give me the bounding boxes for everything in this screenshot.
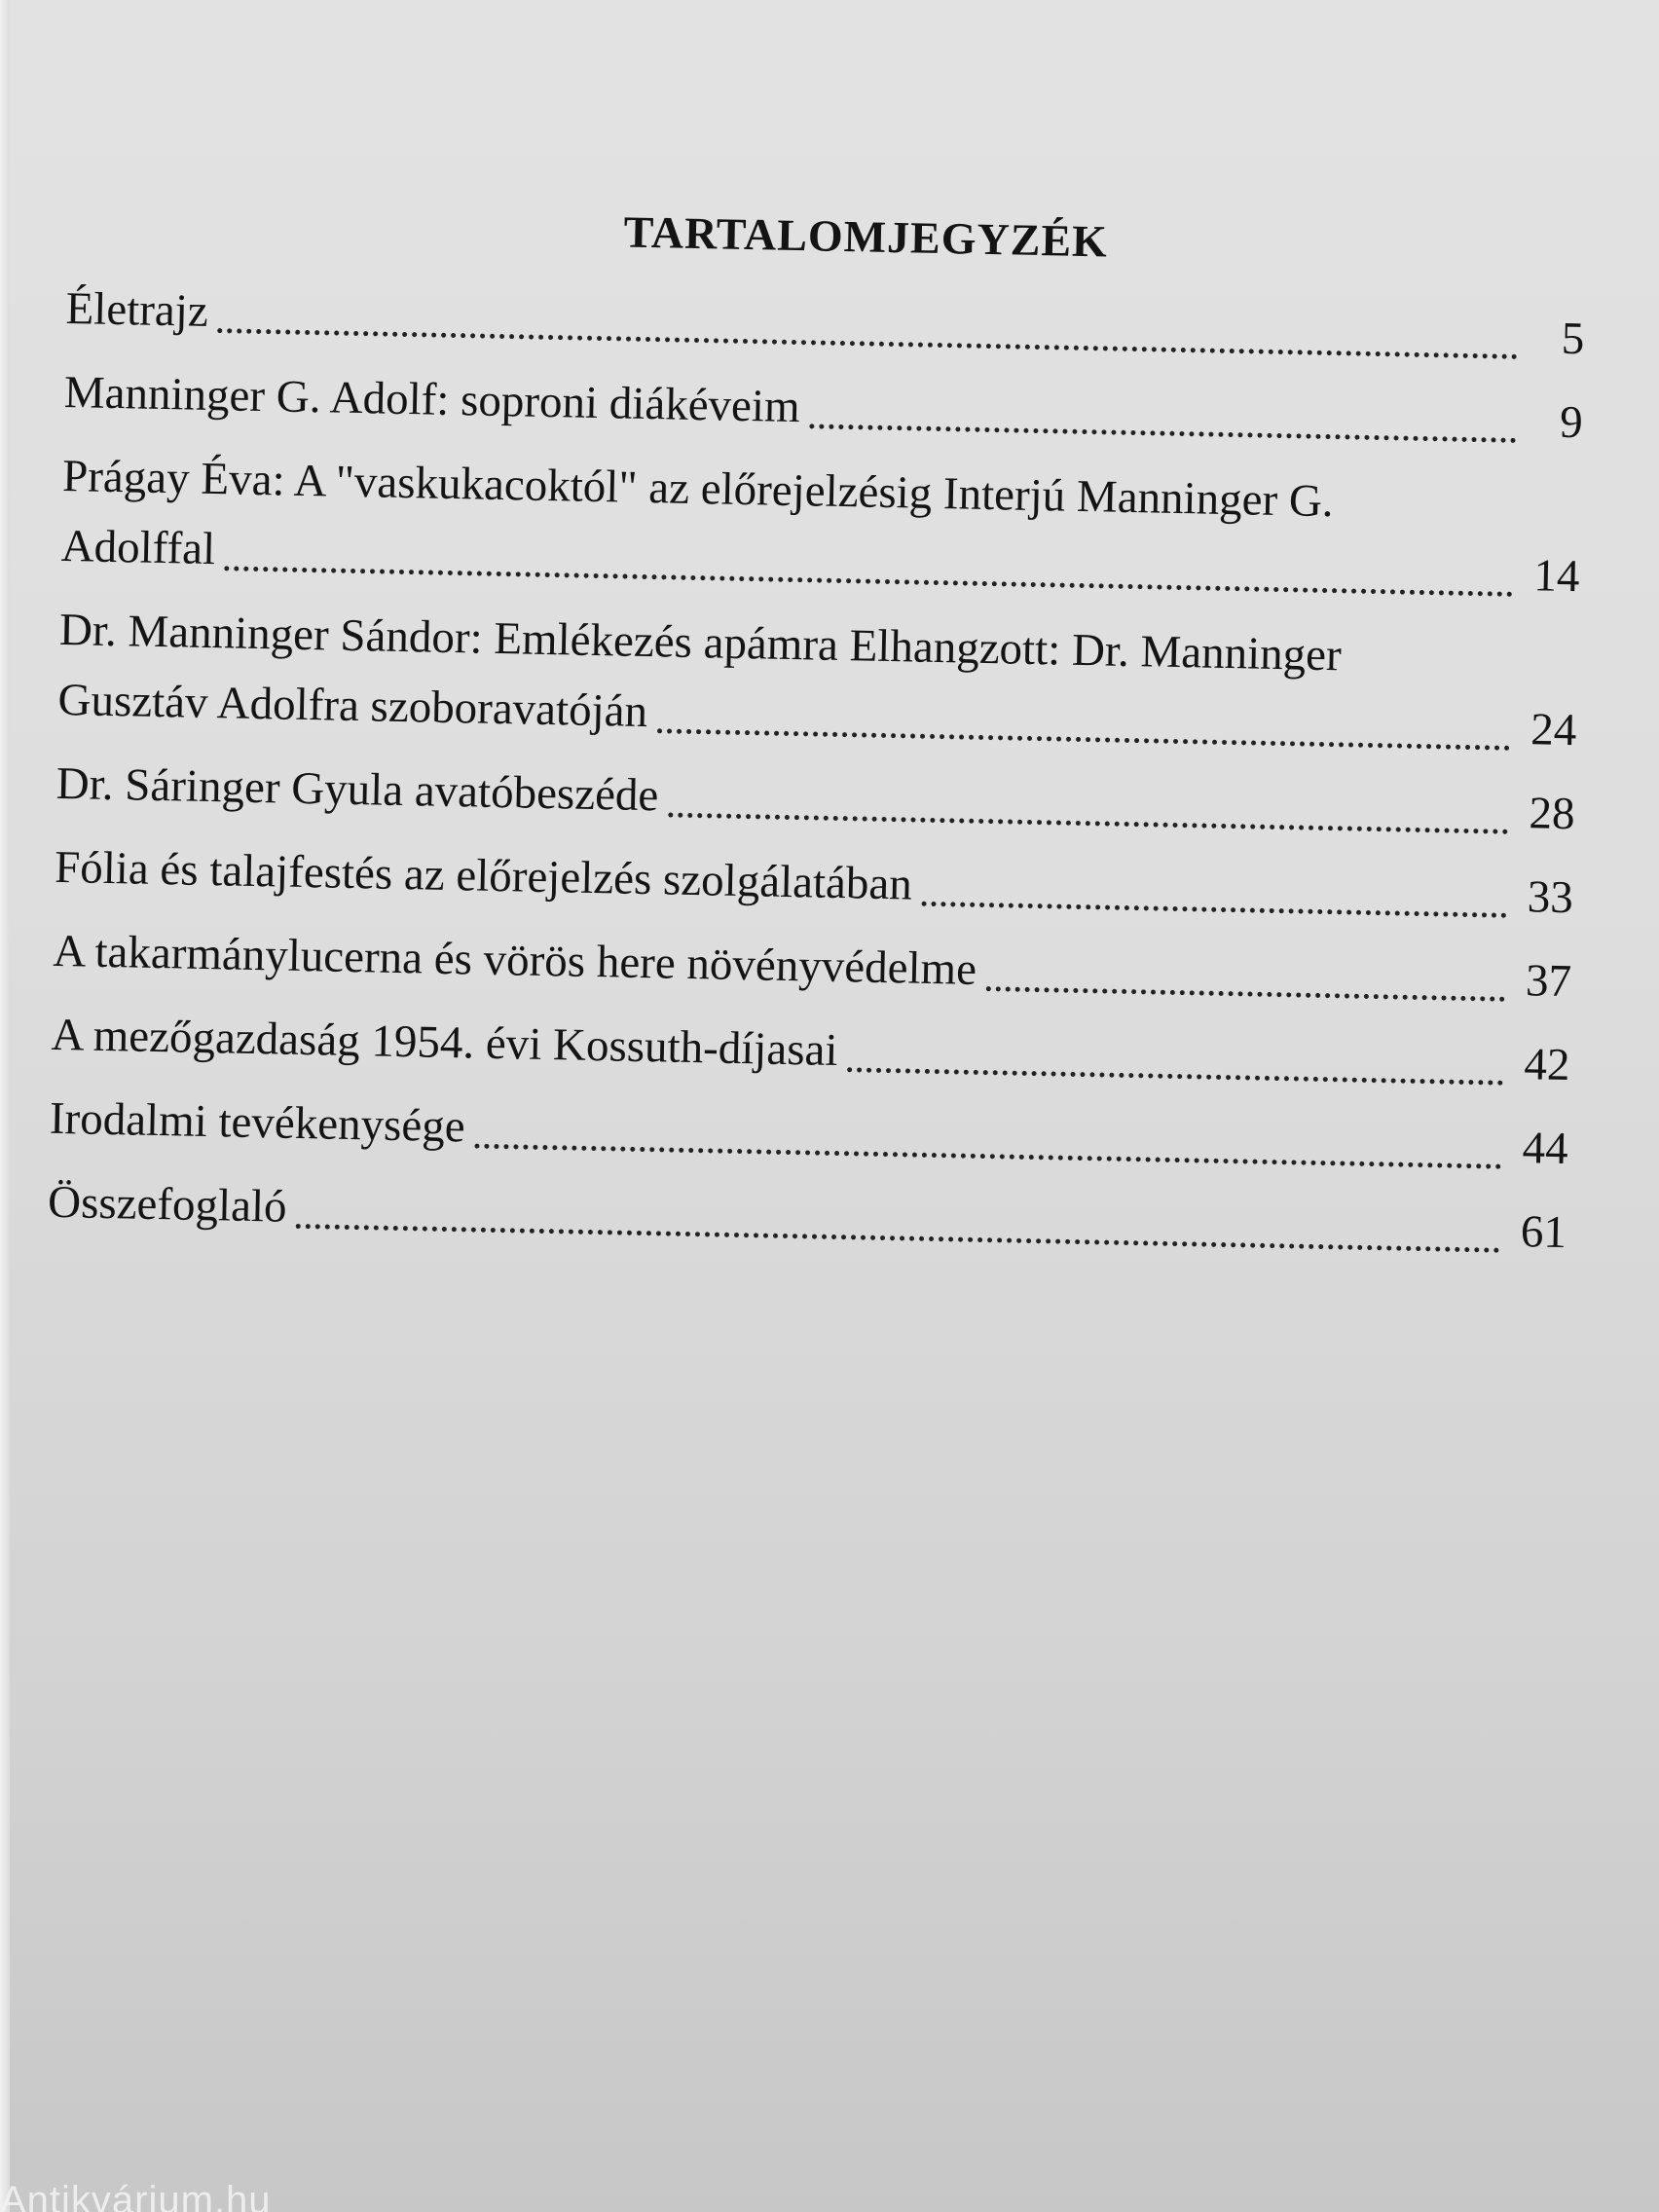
dot-leader [474,1144,1501,1169]
dot-leader [847,1067,1503,1086]
toc-entry-title: Összefoglaló [47,1176,288,1233]
toc-entry [65,274,1585,374]
toc-entry [48,1167,1567,1268]
toc-title: TARTALOMJEGYZÉK [623,206,1109,267]
toc-entry-page: 14 [1532,550,1580,603]
toc-entry [63,357,1583,458]
toc-entry-title: Dr. Sáringer Gyula avatóbeszéde [55,757,659,822]
toc-entry-page: 9 [1559,396,1584,449]
dot-leader [921,902,1506,918]
toc-entry-title: A mezőgazdaság 1954. évi Kossuth-díjasai [51,1009,838,1077]
dot-leader [809,424,1516,443]
toc-entry-title-line: Prágay Éva: A "vaskukacoktól" az előrejelzésig Interjú Manninger G. [61,450,1335,528]
toc-entry-title-line: Dr. Manninger Sándor: Emlékezés apámra Elhangzott: Dr. Manninger [58,604,1343,682]
toc-entry-page: 28 [1529,788,1576,840]
table-of-contents [47,195,1586,1281]
toc-entry [60,441,1582,611]
toc-entry-title: Gusztáv Adolfra szoboravatóján [57,674,648,738]
toc-entry-page: 42 [1523,1039,1570,1091]
toc-entry-title: Manninger G. Adolf: soproni diákéveim [63,366,801,433]
dot-leader [668,812,1508,833]
toc-entry-page: 44 [1522,1123,1569,1175]
toc-entry [55,749,1575,849]
toc-entry [51,1000,1570,1100]
toc-entry-page: 24 [1530,704,1577,756]
toc-entry-title: A takarmánylucerna és vörös here növényvédelme [52,925,977,995]
toc-entry-title: Életrajz [65,282,209,337]
toc-entry-title: Irodalmi tevékenysége [49,1092,466,1153]
toc-entry-page: 33 [1527,871,1574,924]
dot-leader [296,1224,1499,1253]
toc-entry-title: Fólia és talajfestés az előrejelzés szolgálatában [54,841,913,910]
toc-entry-page: 5 [1561,313,1585,365]
dot-leader [225,566,1513,597]
toc-entry [49,1084,1568,1184]
dot-leader [217,328,1518,359]
page-edge [0,0,10,2212]
toc-entry-page: 61 [1520,1206,1567,1259]
toc-entry [53,916,1572,1016]
dot-leader [657,728,1510,751]
toc-entry [57,595,1579,765]
watermark-text: Antikvárium.hu [0,2179,272,2212]
toc-entry [54,832,1573,933]
toc-entry-page: 37 [1525,955,1572,1008]
dot-leader [986,986,1505,1002]
toc-entry-title: Adolffal [60,520,216,575]
